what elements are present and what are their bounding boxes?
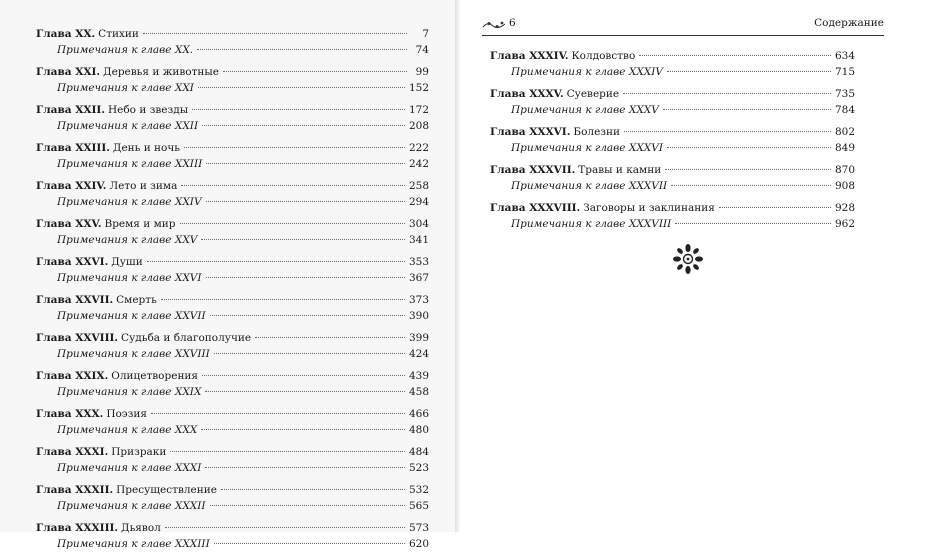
dot-leader — [221, 489, 405, 490]
toc-entry — [490, 201, 855, 232]
chapter-title: Деревья и животные — [103, 66, 219, 78]
chapter-page: 439 — [408, 370, 429, 382]
notes-row[interactable] — [36, 537, 429, 553]
chapter-title: Олицетворения — [111, 370, 199, 382]
dot-leader — [180, 223, 405, 224]
dot-leader — [197, 49, 407, 50]
chapter-row[interactable] — [36, 483, 429, 499]
notes-page: 74 — [415, 43, 429, 56]
chapter-row[interactable] — [36, 331, 429, 347]
chapter-number: Глава XXXV. — [490, 88, 564, 100]
dot-leader — [675, 223, 831, 224]
notes-row[interactable] — [36, 499, 429, 515]
chapter-row[interactable] — [36, 445, 429, 461]
notes-row[interactable] — [36, 43, 429, 59]
toc-entry — [36, 293, 429, 324]
notes-label: Примечания к главе XX. — [57, 43, 194, 56]
dot-leader — [214, 543, 405, 544]
toc-entry — [490, 125, 855, 156]
notes-label: Примечания к главе XXXIV — [511, 65, 663, 78]
notes-page: 480 — [408, 423, 429, 436]
chapter-page: 222 — [408, 142, 429, 154]
notes-label: Примечания к главе XXXVII — [511, 179, 668, 192]
chapter-page: 484 — [408, 446, 429, 458]
dot-leader — [181, 185, 405, 186]
dot-leader — [206, 277, 405, 278]
notes-label: Примечания к главе XXXI — [57, 461, 202, 474]
toc-entry — [36, 141, 429, 172]
notes-page: 152 — [408, 81, 429, 94]
notes-page: 565 — [408, 499, 429, 512]
notes-page: 294 — [408, 195, 429, 208]
toc-entry — [490, 87, 855, 118]
chapter-row[interactable] — [490, 87, 855, 103]
chapter-number: Глава XXX. — [36, 408, 104, 420]
chapter-page: 99 — [415, 66, 429, 78]
chapter-number: Глава XXXIII. — [36, 522, 119, 534]
notes-label: Примечания к главе XXIX — [57, 385, 202, 398]
notes-page: 908 — [834, 179, 855, 192]
notes-page: 390 — [408, 309, 429, 322]
chapter-title: Поэзия — [106, 408, 148, 420]
dot-leader — [201, 429, 405, 430]
dot-leader — [667, 71, 831, 72]
notes-label: Примечания к главе XXXIII — [57, 537, 210, 550]
chapter-row[interactable] — [36, 369, 429, 385]
dot-leader — [165, 527, 405, 528]
chapter-page: 870 — [834, 164, 855, 176]
chapter-number: Глава XXV. — [36, 218, 102, 230]
dot-leader — [202, 125, 405, 126]
chapter-page: 7 — [422, 28, 429, 40]
dot-leader — [202, 375, 405, 376]
header-rule — [482, 35, 884, 36]
chapter-row[interactable] — [36, 103, 429, 119]
dot-leader — [206, 201, 405, 202]
chapter-number: Глава XXXVI. — [490, 126, 571, 138]
chapter-title: Колдовство — [571, 50, 636, 62]
chapter-number: Глава XXXVIII. — [490, 202, 581, 214]
chapter-row[interactable] — [36, 217, 429, 233]
chapter-title: Судьба и благополучие — [121, 332, 252, 344]
chapter-page: 634 — [834, 50, 855, 62]
chapter-row[interactable] — [36, 521, 429, 537]
chapter-title: Небо и звезды — [107, 104, 189, 116]
chapter-number: Глава XXVII. — [36, 294, 114, 306]
dot-leader — [184, 147, 405, 148]
notes-row[interactable] — [36, 157, 429, 173]
notes-label: Примечания к главе XXX — [57, 423, 198, 436]
dot-leader — [663, 109, 831, 110]
dot-leader — [623, 93, 831, 94]
chapter-title: Заговоры и заклинания — [583, 202, 715, 214]
toc-entry — [36, 27, 429, 58]
chapter-number: Глава XXXIV. — [490, 50, 569, 62]
chapter-number: Глава XXXII. — [36, 484, 114, 496]
chapter-page: 802 — [834, 126, 855, 138]
toc-list-right — [490, 49, 855, 239]
notes-page: 523 — [408, 461, 429, 474]
chapter-number: Глава XX. — [36, 28, 96, 40]
chapter-row[interactable] — [490, 163, 855, 179]
notes-row[interactable] — [490, 141, 855, 157]
chapter-number: Глава XXIV. — [36, 180, 107, 192]
notes-label: Примечания к главе XXVIII — [57, 347, 210, 360]
dot-leader — [671, 185, 831, 186]
chapter-row[interactable] — [36, 141, 429, 157]
chapter-number: Глава XXII. — [36, 104, 105, 116]
chapter-title: Суеверие — [566, 88, 620, 100]
notes-row[interactable] — [490, 103, 855, 119]
notes-row[interactable] — [490, 217, 855, 233]
dot-leader — [205, 467, 405, 468]
notes-row[interactable] — [36, 347, 429, 363]
chapter-page: 304 — [408, 218, 429, 230]
notes-page: 849 — [834, 141, 855, 154]
notes-page: 367 — [408, 271, 429, 284]
dot-leader — [624, 131, 831, 132]
toc-entry — [36, 255, 429, 286]
notes-page: 242 — [408, 157, 429, 170]
dot-leader — [192, 109, 405, 110]
toc-entry — [36, 217, 429, 248]
chapter-title: Стихии — [98, 28, 139, 40]
chapter-title: Души — [111, 256, 143, 268]
chapter-title: Призраки — [111, 446, 167, 458]
chapter-page: 532 — [408, 484, 429, 496]
toc-entry — [36, 103, 429, 134]
toc-entry — [36, 521, 429, 552]
notes-label: Примечания к главе XXXV — [511, 103, 659, 116]
notes-page: 620 — [408, 537, 429, 550]
notes-page: 458 — [408, 385, 429, 398]
chapter-page: 573 — [408, 522, 429, 534]
dot-leader — [210, 505, 405, 506]
notes-row[interactable] — [36, 271, 429, 287]
chapter-row[interactable] — [490, 49, 855, 65]
notes-row[interactable] — [36, 119, 429, 135]
chapter-row[interactable] — [36, 65, 429, 81]
dot-leader — [639, 55, 831, 56]
chapter-number: Глава XXIX. — [36, 370, 109, 382]
dot-leader — [255, 337, 405, 338]
chapter-title: Смерть — [116, 294, 157, 306]
notes-row[interactable] — [490, 65, 855, 81]
running-header — [482, 17, 884, 33]
chapter-page: 353 — [408, 256, 429, 268]
notes-page: 208 — [408, 119, 429, 132]
floral-wreath-icon — [673, 244, 703, 274]
dot-leader — [161, 299, 405, 300]
chapter-page: 258 — [408, 180, 429, 192]
dot-leader — [719, 207, 831, 208]
running-title: Содержание — [814, 17, 884, 29]
chapter-page: 373 — [408, 294, 429, 306]
toc-list-left — [36, 27, 429, 559]
chapter-page: 466 — [408, 408, 429, 420]
toc-entry — [36, 483, 429, 514]
chapter-page: 172 — [408, 104, 429, 116]
dot-leader — [201, 239, 405, 240]
notes-page: 784 — [834, 103, 855, 116]
chapter-number: Глава XXVIII. — [36, 332, 119, 344]
chapter-row[interactable] — [490, 125, 855, 141]
dot-leader — [151, 413, 405, 414]
chapter-row[interactable] — [490, 201, 855, 217]
notes-label: Примечания к главе XXVI — [57, 271, 202, 284]
notes-row[interactable] — [36, 423, 429, 439]
notes-row[interactable] — [36, 195, 429, 211]
notes-row[interactable] — [36, 461, 429, 477]
notes-row[interactable] — [36, 233, 429, 249]
notes-page: 962 — [834, 217, 855, 230]
chapter-row[interactable] — [36, 293, 429, 309]
dot-leader — [206, 163, 405, 164]
chapter-number: Глава XXI. — [36, 66, 101, 78]
notes-page: 715 — [834, 65, 855, 78]
dot-leader — [667, 147, 831, 148]
notes-label: Примечания к главе XXII — [57, 119, 199, 132]
notes-label: Примечания к главе XXIII — [57, 157, 203, 170]
chapter-number: Глава XXIII. — [36, 142, 110, 154]
toc-entry — [36, 65, 429, 96]
toc-entry — [490, 49, 855, 80]
notes-label: Примечания к главе XXXII — [57, 499, 206, 512]
dot-leader — [205, 391, 405, 392]
notes-label: Примечания к главе XXXVI — [511, 141, 663, 154]
dot-leader — [147, 261, 405, 262]
chapter-page: 735 — [834, 88, 855, 100]
notes-page: 341 — [408, 233, 429, 246]
chapter-row[interactable] — [36, 27, 429, 43]
toc-entry — [36, 369, 429, 400]
chapter-number: Глава XXXVII. — [490, 164, 576, 176]
chapter-row[interactable] — [36, 255, 429, 271]
chapter-title: Болезни — [573, 126, 621, 138]
notes-label: Примечания к главе XXVII — [57, 309, 206, 322]
toc-entry — [490, 163, 855, 194]
toc-entry — [36, 331, 429, 362]
chapter-row[interactable] — [36, 407, 429, 423]
notes-label: Примечания к главе XXIV — [57, 195, 202, 208]
dot-leader — [198, 87, 405, 88]
vine-ornament-icon — [482, 19, 506, 31]
chapter-title: Дьявол — [121, 522, 161, 534]
chapter-number: Глава XXXI. — [36, 446, 109, 458]
toc-entry — [36, 445, 429, 476]
notes-page: 424 — [408, 347, 429, 360]
toc-entry — [36, 407, 429, 438]
chapter-title: Пресуществление — [116, 484, 217, 496]
dot-leader — [223, 71, 407, 72]
dot-leader — [214, 353, 405, 354]
page-number: 6 — [509, 17, 516, 29]
dot-leader — [170, 451, 405, 452]
chapter-title: Время и мир — [104, 218, 176, 230]
dot-leader — [143, 33, 407, 34]
notes-label: Примечания к главе XXI — [57, 81, 194, 94]
chapter-number: Глава XXVI. — [36, 256, 109, 268]
toc-entry — [36, 179, 429, 210]
chapter-row[interactable] — [36, 179, 429, 195]
notes-row[interactable] — [36, 385, 429, 401]
notes-row[interactable] — [490, 179, 855, 195]
dot-leader — [665, 169, 831, 170]
chapter-title: Лето и зима — [109, 180, 178, 192]
chapter-page: 928 — [834, 202, 855, 214]
notes-label: Примечания к главе XXXVIII — [511, 217, 672, 230]
chapter-title: День и ночь — [112, 142, 181, 154]
dot-leader — [210, 315, 405, 316]
chapter-title: Травы и камни — [578, 164, 662, 176]
notes-row[interactable] — [36, 309, 429, 325]
notes-label: Примечания к главе XXV — [57, 233, 198, 246]
chapter-page: 399 — [408, 332, 429, 344]
notes-row[interactable] — [36, 81, 429, 97]
